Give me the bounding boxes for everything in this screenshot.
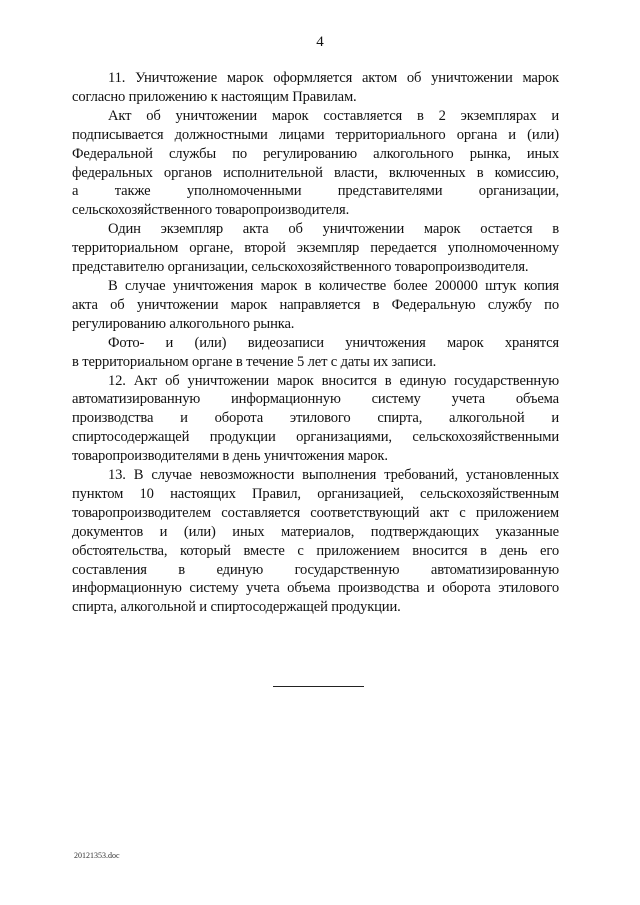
file-name-footer: 20121353.doc: [74, 851, 120, 860]
paragraph: [72, 334, 559, 372]
paragraph: [72, 372, 559, 467]
paragraph-line: в территориальном органе в течение 5 лет с даты их записи.: [72, 353, 437, 370]
paragraph-line: информационную систему учета объема производства и оборота этилового: [72, 580, 559, 597]
paragraph-line: автоматизированную информационную систему учета объема: [72, 391, 559, 408]
paragraph-line: акта об уничтожении марок направляется в Федеральную службу по: [72, 296, 559, 313]
paragraph-line: 12. Акт об уничтожении марок вносится в единую государственную: [108, 372, 559, 389]
paragraph-line: регулированию алкогольного рынка.: [72, 315, 295, 332]
paragraph-line: составления в единую государственную автоматизированную: [72, 561, 559, 578]
paragraph-line: Один экземпляр акта об уничтожении марок остается в: [108, 221, 559, 238]
document-body: [72, 69, 559, 617]
paragraph-line: федеральных органов исполнительной власти, включенных в комиссию,: [72, 164, 559, 181]
paragraph-line: территориальном органе, второй экземпляр передается уполномоченному: [72, 240, 559, 257]
paragraph-line: спиртосодержащей продукции организациями, сельскохозяйственными: [72, 429, 559, 446]
paragraph-line: спирта, алкогольной и спиртосодержащей продукции.: [72, 599, 401, 616]
paragraph: [72, 220, 559, 277]
paragraph: [72, 107, 559, 220]
paragraph-line: документов и (или) иных материалов, подтверждающих указанные: [72, 523, 559, 540]
closing-rule: [273, 686, 364, 687]
paragraph-line: сельскохозяйственного товаропроизводителя.: [72, 202, 350, 219]
paragraph: [72, 69, 559, 107]
paragraph-line: товаропроизводителем составляется соответствующий акт с приложением: [72, 504, 559, 521]
paragraph-line: обстоятельства, который вместе с приложением вносится в день его: [72, 542, 559, 559]
paragraph-line: 13. В случае невозможности выполнения требований, установленных: [108, 467, 559, 484]
paragraph-line: подписывается должностными лицами территориального органа и (или): [72, 126, 559, 143]
paragraph-line: представителю организации, сельскохозяйственного товаропроизводителя.: [72, 259, 529, 276]
page-number: 4: [316, 34, 324, 50]
paragraph-line: а также уполномоченными представителями организации,: [72, 183, 559, 200]
paragraph-line: пунктом 10 настоящих Правил, организацией, сельскохозяйственным: [72, 485, 559, 502]
paragraph-line: производства и оборота этилового спирта, алкогольной и: [72, 410, 559, 427]
paragraph-line: Федеральной службы по регулированию алкогольного рынка, иных: [72, 145, 559, 162]
paragraph-line: товаропроизводителями в день уничтожения марок.: [72, 448, 388, 465]
paragraph-line: Фото- и (или) видеозаписи уничтожения марок хранятся: [108, 334, 559, 351]
paragraph-line: согласно приложению к настоящим Правилам.: [72, 88, 357, 105]
paragraph-line: В случае уничтожения марок в количестве более 200000 штук копия: [108, 277, 559, 294]
paragraph: [72, 466, 559, 617]
paragraph-line: Акт об уничтожении марок составляется в 2 экземплярах и: [108, 107, 559, 124]
paragraph-line: 11. Уничтожение марок оформляется актом об уничтожении марок: [108, 70, 559, 86]
paragraph: [72, 277, 559, 334]
